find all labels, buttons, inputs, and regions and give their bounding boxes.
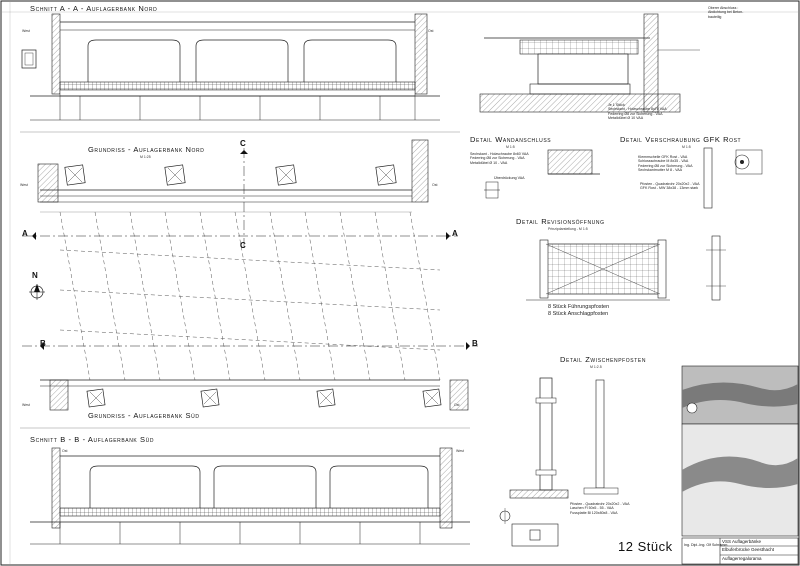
detail-zwischenpfosten-scale: M 1:2.5 [590, 365, 602, 369]
label-ost-south: Ost [454, 403, 460, 407]
plan-south-title: Grundriss - Auflagerbank Süd [88, 411, 200, 420]
detail-zwischenpfosten-title: Detail Zwischenpfosten [560, 355, 647, 364]
north-arrow [29, 284, 45, 300]
marker-b-left: B [40, 339, 46, 348]
detail-revision-title: Detail Revisionsöffnung [516, 217, 605, 226]
detail-revision [526, 236, 726, 300]
north-label: N [32, 271, 38, 280]
label-west-aa: West [22, 29, 30, 33]
detail-verschraubung-notes2: Pfosten - Quadratrohr 20x20x2 - VAA GFK Rost - MW 38x38 - 13mm stark [640, 182, 700, 191]
title-block-location: Elbuferbrücke Geesthacht [722, 547, 775, 552]
detail-zwischenpfosten [510, 378, 618, 546]
marker-c-top: C [240, 139, 246, 148]
detail-revision-counts: 8 Stück Führungspfosten 8 Stück Anschlagpfosten [548, 304, 610, 317]
marker-a-right: A [452, 229, 458, 238]
detail-wandanschluss-scale: M 1:5 [506, 145, 515, 149]
detail-wandanschluss-title: Detail Wandanschluss [470, 135, 552, 144]
marker-c-mid: C [240, 241, 246, 250]
section-aa-title: Schnitt A - A - Auflagerbank Nord [30, 4, 158, 13]
section-aa [20, 14, 460, 132]
label-west-bb: West [456, 449, 464, 453]
label-ost-north: Ost [432, 183, 438, 187]
section-bb [30, 448, 510, 544]
top-right-notes: Je 1 Stück Sechskant - Holzschraube 8x70 VAA Federring Ø8 zur Sicherung - VAA Metalldübel Ø 10 VAA [608, 103, 667, 121]
detail-wandanschluss-subnote: Überdrückung VAA [494, 176, 525, 180]
title-block-firm: Ing. Dipl.-Ing. Olf Schramm [684, 543, 728, 547]
detail-zwischenpfosten-notes: Pfosten - Quadratrohr 20x20x2 - VAA Laschen Fl 50x5 - 55 - VAA Fussplatte Bl 120x80x8 - VAA [570, 502, 630, 515]
top-right-callout: Oberer Abschluss : Abdichtung bei Beton- bauteilig [708, 6, 744, 19]
plan-north-title: Grundriss - Auflagerbank Nord [88, 145, 205, 154]
post-count: 12 Stück [618, 539, 673, 554]
detail-verschraubung-title: Detail Verschraubung GFK Rost [620, 135, 742, 144]
section-bb-title: Schnitt B - B - Auflagerbank Süd [30, 435, 155, 444]
label-ost-aa: Ost [428, 29, 434, 33]
detail-verschraubung [704, 148, 762, 208]
label-west-north: West [20, 183, 28, 187]
bridge-outline-dashed [60, 212, 440, 380]
detail-revision-subtitle: Prinzipdarstellung - M 1:5 [548, 227, 588, 231]
detail-wandanschluss-notes: Sechskant - Holzschraube 8x60 VAA Federring Ø8 zur Sicherung - VAA Metalldübel Ø 10 - VAA [470, 152, 529, 165]
section-arrows [32, 150, 470, 350]
title-block-drawing: Auflagerregalorama [722, 556, 762, 561]
plan-north-scale: M 1:25 [140, 155, 151, 159]
detail-verschraubung-notes: Klemmschelle GFK Rost - VAA Schlossschraube M 8x35 - VAA Federring Ø8 zur Sicherung - VAA Sechskantmutter M 8 - VAA [638, 155, 693, 173]
detail-top-right [480, 14, 700, 112]
marker-a-left: A [22, 229, 28, 238]
location-map [682, 366, 798, 536]
marker-b-right: B [472, 339, 478, 348]
section-lines [22, 145, 478, 346]
title-block-project: VSS Auflagerbänke [722, 539, 762, 544]
label-west-south: West [22, 403, 30, 407]
detail-verschraubung-scale: M 1:5 [682, 145, 691, 149]
plan-south [20, 380, 470, 428]
label-ost-bb: Ost [62, 449, 68, 453]
